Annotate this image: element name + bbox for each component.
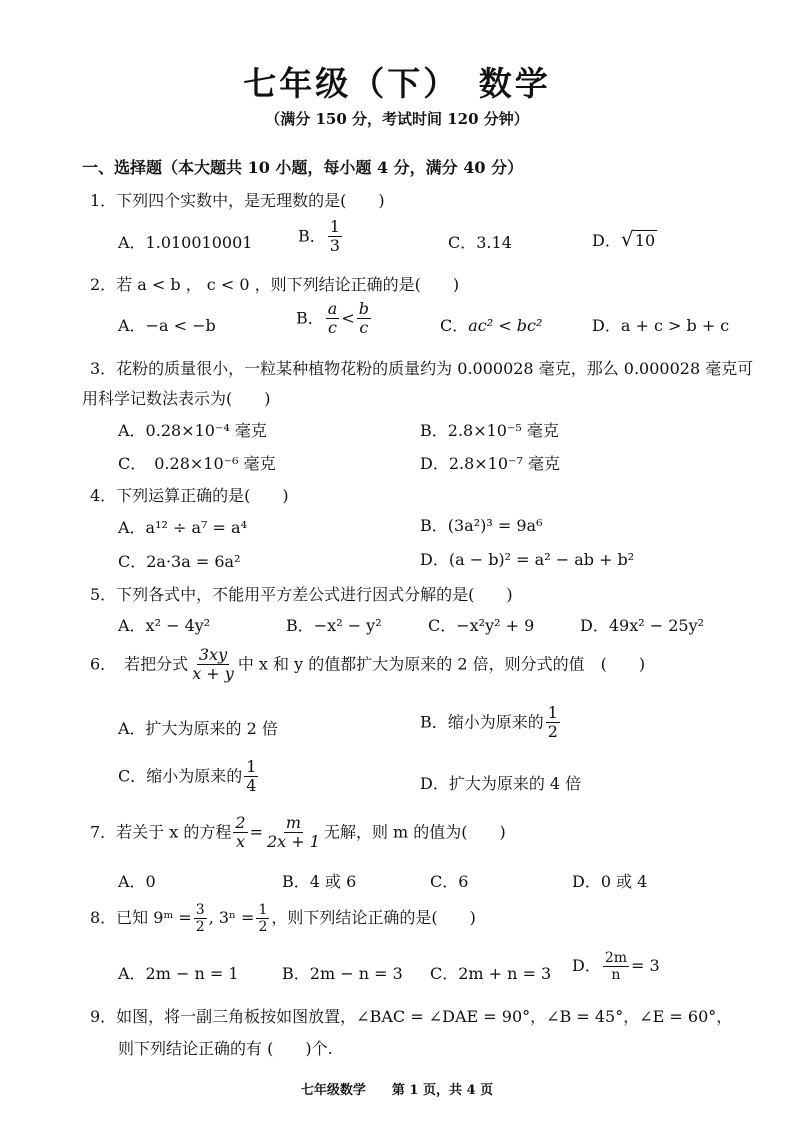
q7-option-a: A．0	[118, 872, 156, 891]
q5-option-a: A．x² − 4y²	[118, 616, 211, 635]
q1-option-c: C．3.14	[448, 233, 512, 252]
question-6-stem: 6． 若把分式 $\frac{3xy}{x + y}$ 中 x 和 y 的值都扩大为原来的 2 倍，则分式的值 ( )	[90, 645, 646, 684]
question-9-stem-line1: 9．如图，将一副三角板按如图放置，∠BAC = ∠DAE = 90°，∠B = 45°，∠E = 60°，	[90, 1007, 733, 1026]
q8-option-b: B．2m − n = 3	[282, 964, 403, 983]
exam-info: （满分 150 分，考试时间 120 分钟）	[265, 110, 529, 128]
q8-option-c: C．2m + n = 3	[430, 964, 552, 983]
q8-option-a: A．2m − n = 1	[118, 964, 239, 983]
q2-option-a: A．−a < −b	[118, 316, 216, 335]
q4-option-d: D．(a − b)² = a² − ab + b²	[420, 550, 635, 569]
page-title: 七年级（下） 数学	[243, 64, 551, 103]
q1-option-a: A．1.010010001	[118, 233, 253, 252]
q8-option-d: D． $\frac{2m}{n}$ = 3	[572, 950, 660, 984]
question-4-stem: 4．下列运算正确的是( )	[90, 486, 289, 505]
q7-option-c: C．6	[430, 872, 469, 891]
question-7-stem: 7．若关于 x 的方程 $\frac{2}{x}$ = $\frac{m}{2x + 1}$ 无解，则 m 的值为( )	[90, 813, 506, 852]
q6-option-b: B．缩小为原来的 $\frac{1}{2}$	[420, 703, 558, 742]
q4-option-b: B．(3a²)³ = 9a⁶	[420, 516, 543, 535]
question-3-stem-line2: 用科学记数法表示为( )	[82, 389, 271, 408]
q5-option-c: C．−x²y² + 9	[428, 616, 535, 635]
q3-option-d: D．2.8×10⁻⁷ 毫克	[420, 454, 560, 473]
q3-option-c: C． 0.28×10⁻⁶ 毫克	[118, 454, 276, 473]
page-footer: 七年级数学 第 1 页，共 4 页	[300, 1083, 494, 1098]
q6-option-a: A．扩大为原来的 2 倍	[118, 719, 278, 738]
q5-option-b: B．−x² − y²	[286, 616, 382, 635]
question-2-stem: 2．若 a < b ， c < 0 ，则下列结论正确的是( )	[90, 275, 460, 294]
q7-option-b: B．4 或 6	[282, 872, 357, 891]
q6-option-d: D．扩大为原来的 4 倍	[420, 774, 582, 793]
question-3-stem-line1: 3．花粉的质量很小，一粒某种植物花粉的质量约为 0.000028 毫克，那么 0.000028 毫克可	[90, 359, 754, 378]
question-9-stem-line2: 则下列结论正确的有 ( )个.	[118, 1039, 333, 1058]
question-5-stem: 5．下列各式中，不能用平方差公式进行因式分解的是( )	[90, 585, 513, 604]
q7-option-d: D．0 或 4	[572, 872, 648, 891]
q3-option-b: B．2.8×10⁻⁵ 毫克	[420, 421, 559, 440]
question-8-stem: 8．已知 9ᵐ = $\frac{3}{2}$ , 3ⁿ = $\frac{1}{2}$ ，则下列结论正确的是( )	[90, 902, 476, 936]
q2-option-b: B． $\frac{a}{c}$ < $\frac{b}{c}$	[296, 299, 369, 338]
q4-option-c: C．2a·3a = 6a²	[118, 552, 241, 571]
q1-option-d: D． √ 10	[592, 227, 656, 251]
q2-option-d: D．a + c > b + c	[592, 316, 730, 335]
q6-option-c: C．缩小为原来的 $\frac{1}{4}$	[118, 757, 257, 796]
q1-option-b: B． $\frac{1}{3}$	[298, 217, 340, 256]
q5-option-d: D．49x² − 25y²	[580, 616, 705, 635]
section-heading: 一、选择题（本大题共 10 小题，每小题 4 分，满分 40 分）	[82, 158, 524, 177]
q3-option-a: A．0.28×10⁻⁴ 毫克	[118, 421, 267, 440]
q2-option-c: C．ac² < bc²	[440, 316, 543, 335]
q4-option-a: A．a¹² ÷ a⁷ = a⁴	[118, 518, 247, 537]
question-1-stem: 1．下列四个实数中，是无理数的是( )	[90, 191, 385, 210]
